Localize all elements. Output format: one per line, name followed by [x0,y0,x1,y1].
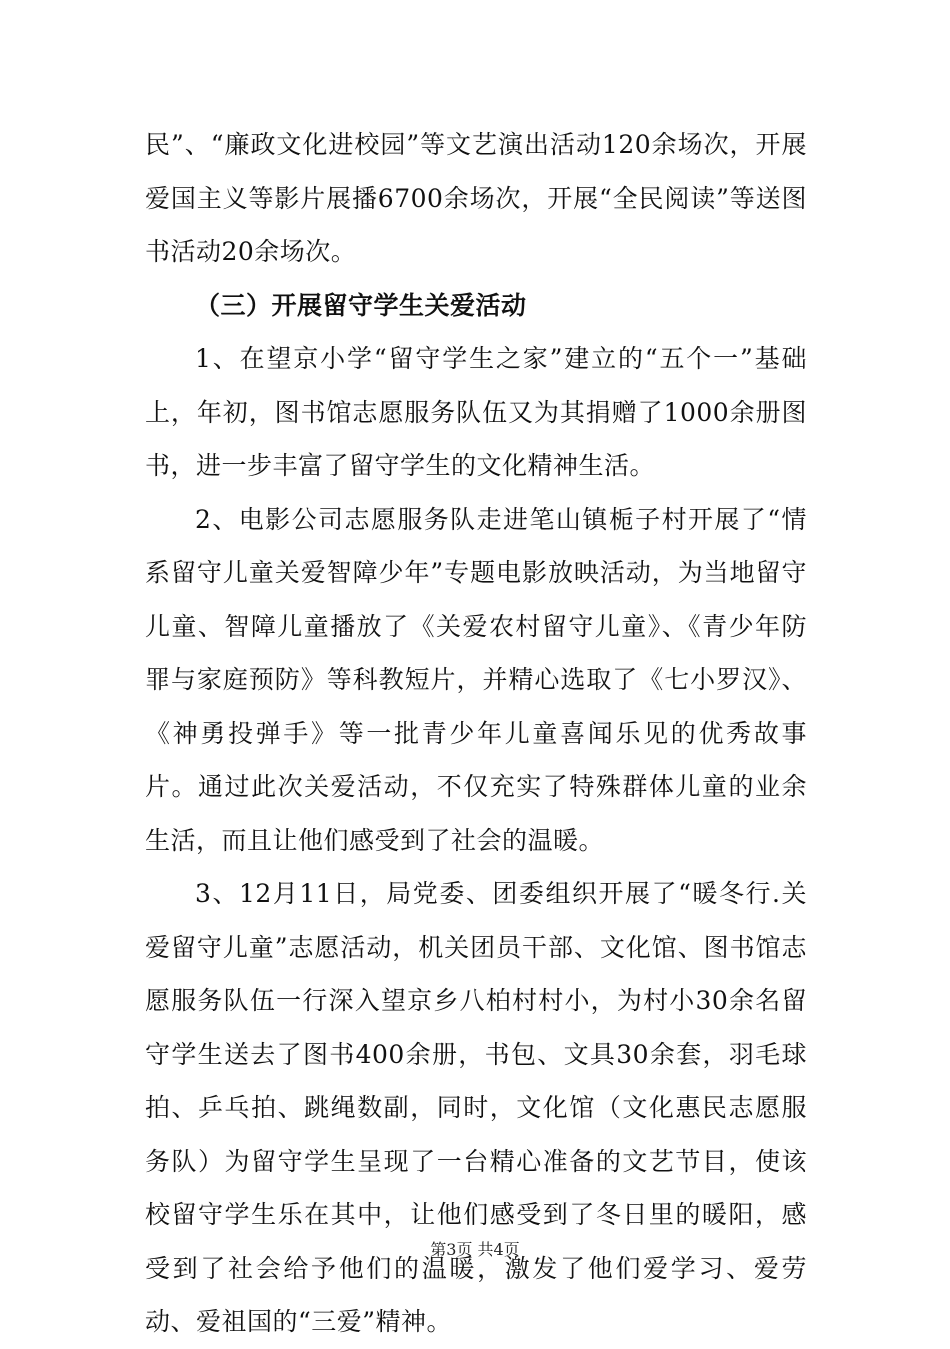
document-body [145,118,807,1349]
paragraph-item-3: 3、12月11日，局党委、团委组织开展了“暖冬行.关爱留守儿童”志愿活动，机关团员干部、文化馆、图书馆志愿服务队伍一行深入望京乡八柏村村小，为村小30余名留守学生送去了图书400余册，书包、文具30余套，羽毛球拍、乒乓拍、跳绳数副，同时，文化馆（文化惠民志愿服务队）为留守学生呈现了一台精心准备的文艺节目，使该校留守学生乐在其中，让他们感受到了冬日里的暖阳，感受到了社会给予他们的温暖，激发了他们爱学习、爱劳动、爱祖国的“三爱”精神。 [145,879,807,1336]
section-heading: （三）开展留守学生关爱活动 [195,290,527,320]
paragraph-item-2: 2、电影公司志愿服务队走进笔山镇栀子村开展了“情系留守儿童关爱智障少年”专题电影放映活动，为当地留守儿童、智障儿童播放了《关爱农村留守儿童》、《青少年防罪与家庭预防》等科教短片，并精心选取了《七小罗汉》、《神勇投弹手》等一批青少年儿童喜闻乐见的优秀故事片。通过此次关爱活动，不仅充实了特殊群体儿童的业余生活，而且让他们感受到了社会的温暖。 [145,504,807,855]
page-footer: 第3页 共4页 [430,1240,520,1259]
paragraph-item-1: 1、在望京小学“留守学生之家”建立的“五个一”基础上，年初，图书馆志愿服务队伍又为其捐赠了1000余册图书，进一步丰富了留守学生的文化精神生活。 [145,344,807,480]
paragraph-continuation: 民”、“廉政文化进校园”等文艺演出活动120余场次，开展爱国主义等影片展播6700余场次，开展“全民阅读”等送图书活动20余场次。 [145,130,807,266]
